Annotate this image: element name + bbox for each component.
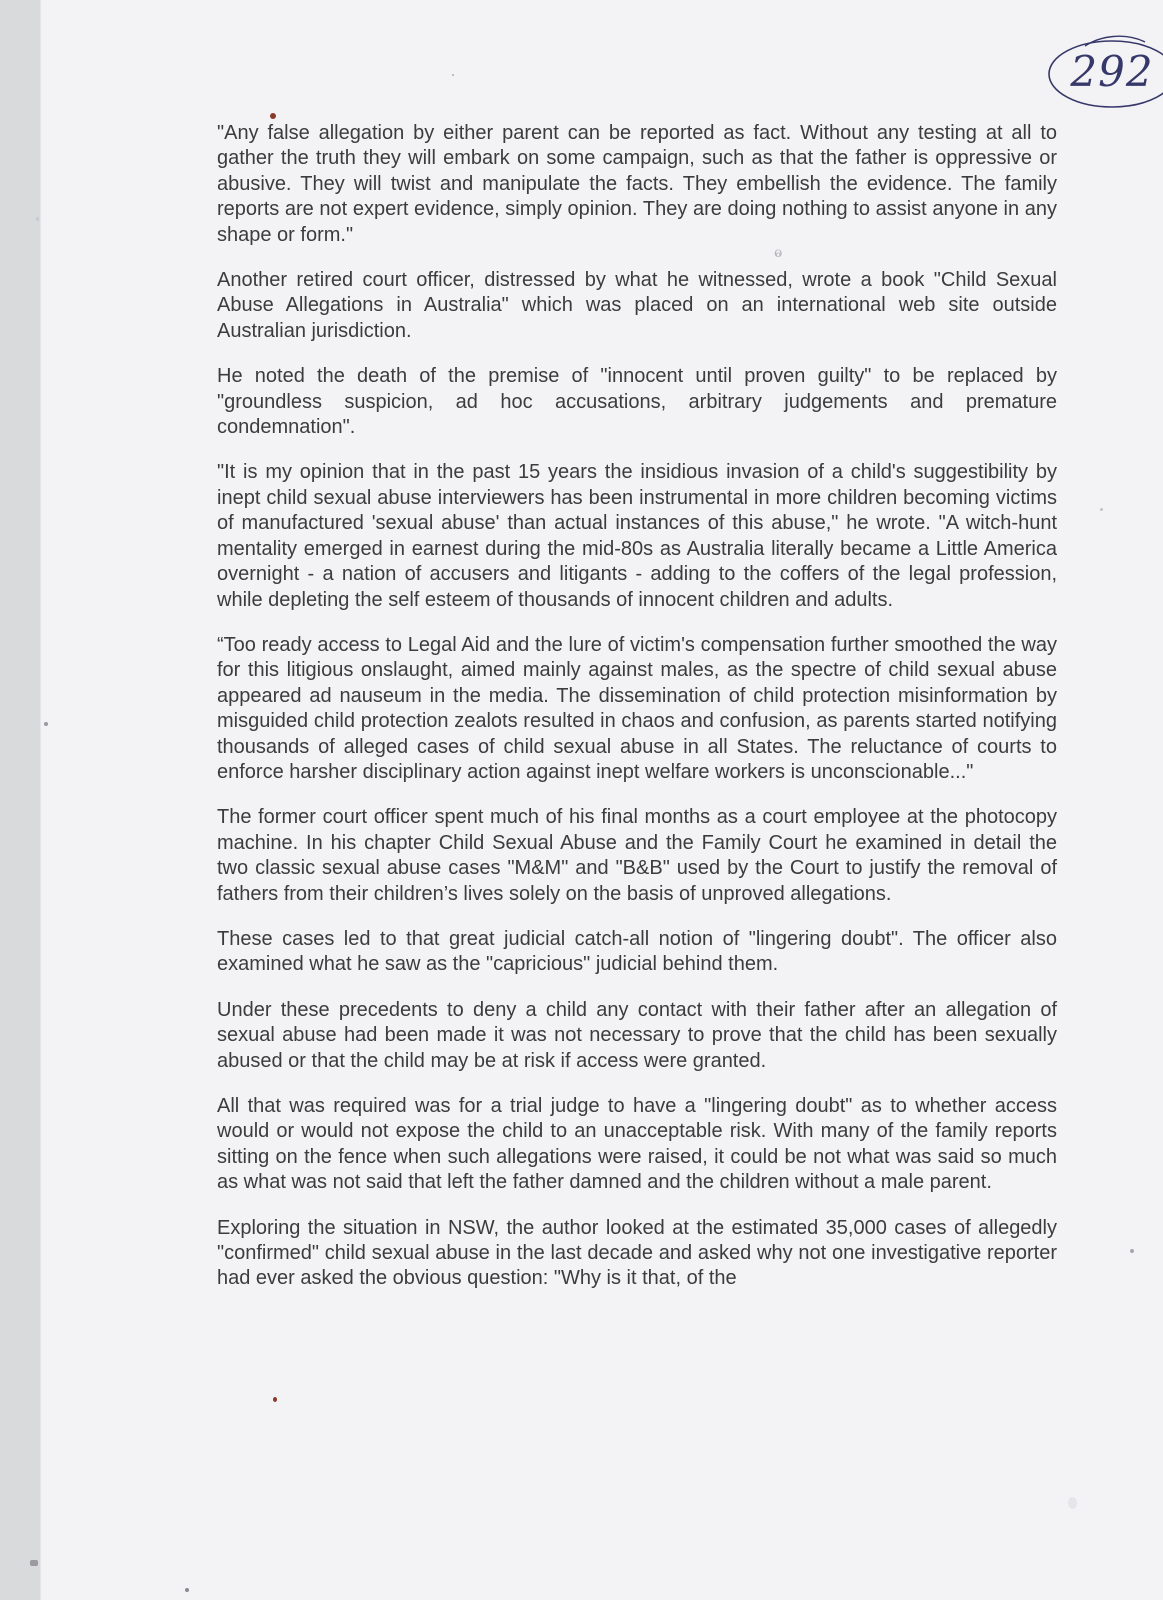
paragraph-8: Under these precedents to deny a child any contact with their father after an allegation of sexual abuse had been made it was not necessary to prove that the child has been sexually abused or that the child may be at risk if access were granted. [217,998,1057,1072]
scan-speck [1100,508,1103,511]
paragraph-1: "Any false allegation by either parent can be reported as fact. Without any testing at all to gather the truth they will embark on some campaign, such as that the father is oppressive or abusive. They will twist and manipulate the facts. They embellish the evidence. The family reports are not expert evidence, simply opinion. They are doing nothing to assist anyone in any shape or form." [217,122,1057,246]
paragraph-3: He noted the death of the premise of "innocent until proven guilty" to be replaced by "groundless suspicion, ad hoc accusations, arbitrary judgements and premature condemnation". [217,365,1057,439]
handwritten-page-number [1045,34,1163,110]
paragraph-10: Exploring the situation in NSW, the author looked at the estimated 35,000 cases of allegedly "confirmed" child sexual abuse in the last decade and asked why not one investigative reporter had ever asked the obvious question: "Why is it that, of the [217,1216,1057,1290]
scan-speck [1130,1249,1134,1253]
paragraph-5: “Too ready access to Legal Aid and the lure of victim's compensation further smoothed the way for this litigious onslaught, aimed mainly against males, as the spectre of child sexual abuse appeared ad nauseum in the media. The dissemination of child protection misinformation by misguided child protection zealots resulted in chaos and confusion, as parents started notifying thousands of alleged cases of child sexual abuse in all States. The reluctance of courts to enforce harsher disciplinary action against inept welfare workers is unconscionable..." [217,633,1057,783]
scan-speck [273,1397,277,1402]
scan-speck [44,722,48,726]
scan-speck [1068,1497,1077,1509]
paragraph-9: All that was required was for a trial judge to have a "lingering doubt" as to whether access would or would not expose the child to an unacceptable risk. With many of the family reports sitting on the fence when such allegations were raised, it could be not what was said so much as what was not said that left the father damned and the children without a male parent. [217,1095,1057,1194]
scanned-page [40,0,1163,1600]
paragraph-2: Another retired court officer, distressed by what he witnessed, wrote a book "Child Sexual Abuse Allegations in Australia" which was placed on an international web site outside Australian jurisdiction. [217,269,1057,342]
document-body [217,121,1057,1312]
page-number: 292 [1070,47,1154,96]
scan-edge-mark [36,217,39,221]
paragraph-6: The former court officer spent much of his final months as a court employee at the photocopy machine. In his chapter Child Sexual Abuse and the Family Court he examined in detail the two classic sexual abuse cases "M&M" and "B&B" used by the Court to justify the removal of fathers from their children’s lives solely on the basis of unproved allegations. [217,806,1057,905]
paragraph-4: "It is my opinion that in the past 15 years the insidious invasion of a child's suggestibility by inept child sexual abuse interviewers has been instrumental in more children becoming victims of manufactured 'sexual abuse' than actual instances of this abuse," he wrote. "A witch-hunt mentality emerged in earnest during the mid-80s as Australia literally became a Little America overnight - a nation of accusers and litigants - adding to the coffers of the legal profession, while depleting the self esteem of thousands of innocent children and adults. [217,461,1057,611]
stray-pencil-mark: ⱺ [774,245,783,261]
scan-speck [452,74,454,76]
scan-speck [270,113,276,119]
paragraph-7: These cases led to that great judicial catch-all notion of "lingering doubt". The officer also examined what he saw as the "capricious" judicial behind them. [217,927,1057,976]
scan-speck [185,1588,189,1592]
scan-edge-mark [30,1560,38,1566]
